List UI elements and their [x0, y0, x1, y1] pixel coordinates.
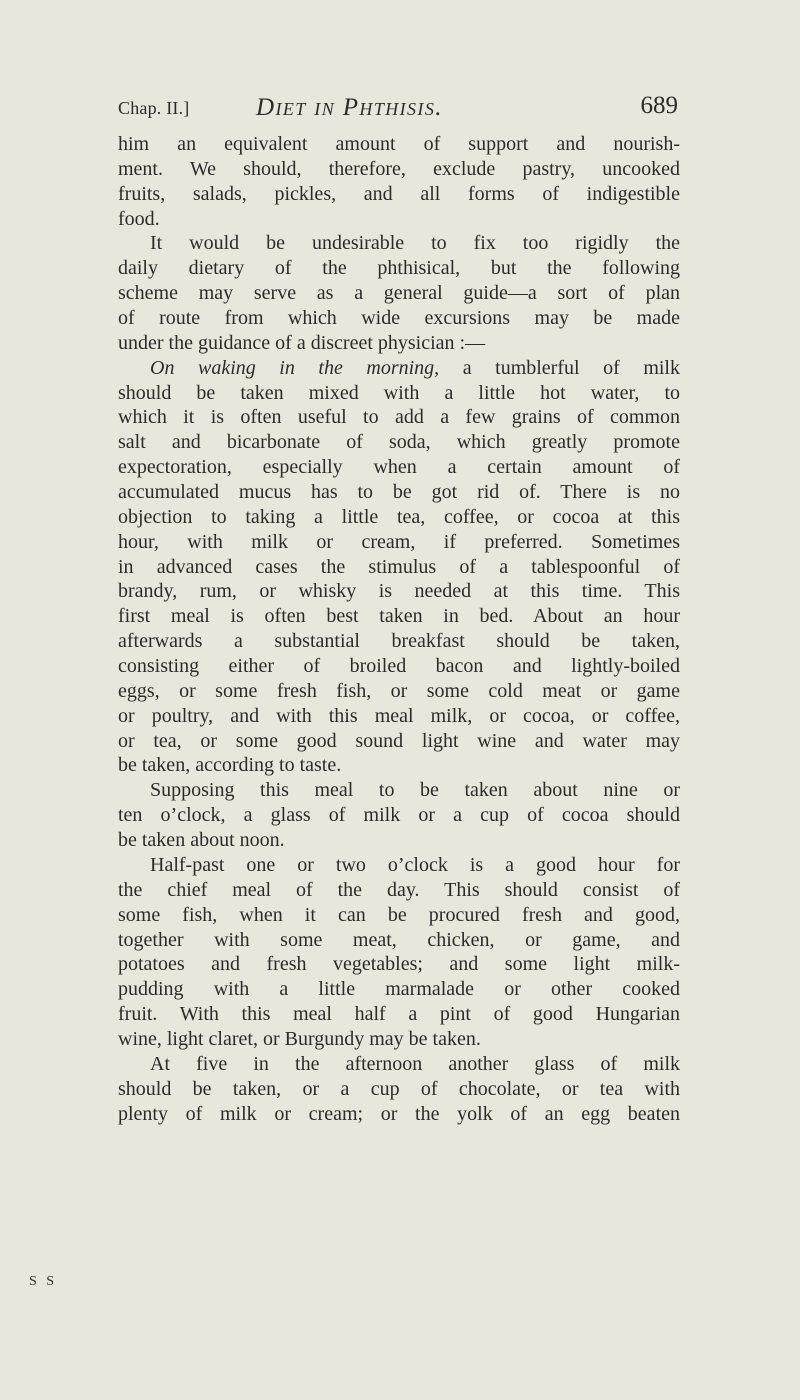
text-line: should be taken mixed with a little hot water, to: [118, 381, 680, 404]
text-line: objection to taking a little tea, coffee, or cocoa at this: [118, 505, 680, 528]
book-page: [118, 92, 680, 1342]
text-line: fruits, salads, pickles, and all forms of indigestible: [118, 182, 680, 205]
text-line: accumulated mucus has to be got rid of. There is no: [118, 481, 680, 504]
body-text: [118, 132, 680, 1126]
text-line: food.: [118, 207, 160, 230]
text-line: together with some meat, chicken, or game, and: [118, 928, 680, 951]
text-line: ten o’clock, a glass of milk or a cup of cocoa should: [118, 804, 680, 827]
text-line: afterwards a substantial breakfast should be taken,: [118, 630, 680, 653]
text-line: scheme may serve as a general guide—a sort of plan: [118, 282, 680, 305]
chapter-label: Chap. II.]: [118, 98, 190, 118]
text-line: salt and bicarbonate of soda, which greatly promote: [118, 431, 680, 454]
text-line: Supposing this meal to be taken about nine or: [150, 779, 680, 802]
running-title: Diet in Phthisis.: [256, 94, 443, 121]
text-line: be taken, according to taste.: [118, 754, 342, 777]
text-line: pudding with a little marmalade or other cooked: [118, 978, 680, 1001]
text-line: hour, with milk or cream, if preferred. Sometimes: [118, 530, 680, 553]
text-line: should be taken, or a cup of chocolate, or tea with: [118, 1077, 680, 1100]
text-line: of route from which wide excursions may be made: [118, 307, 680, 330]
text-line: It would be undesirable to fix too rigidly the: [150, 232, 680, 255]
text-line: Half-past one or two o’clock is a good hour for: [150, 853, 680, 876]
text-line: or poultry, and with this meal milk, or cocoa, or coffee,: [118, 704, 680, 727]
text-line: the chief meal of the day. This should consist of: [118, 878, 680, 901]
text-line: him an equivalent amount of support and nourish-: [118, 133, 680, 155]
text-line: brandy, rum, or whisky is needed at this time. This: [118, 580, 680, 603]
text-line: under the guidance of a discreet physician :—: [118, 331, 486, 354]
text-line: or tea, or some good sound light wine and water may: [118, 729, 680, 752]
page-header: [118, 92, 680, 132]
text-line: be taken about noon.: [118, 829, 285, 852]
text-line: some fish, when it can be procured fresh and good,: [118, 903, 680, 926]
text-line: consisting either of broiled bacon and lightly-boiled: [118, 655, 680, 678]
text-line: in advanced cases the stimulus of a tablespoonful of: [118, 555, 680, 578]
text-line: expectoration, especially when a certain amount of: [118, 456, 680, 479]
text-line: daily dietary of the phthisical, but the following: [118, 257, 680, 280]
text-line: [118, 356, 680, 381]
text-line: eggs, or some fresh fish, or some cold meat or game: [118, 679, 680, 702]
italic-phrase: On waking in the morning,: [150, 356, 440, 379]
text-line: wine, light claret, or Burgundy may be taken.: [118, 1027, 481, 1050]
signature-mark: S S: [29, 1274, 58, 1289]
text-line: first meal is often best taken in bed. About an hour: [118, 605, 680, 628]
text-run: a tumblerful of milk: [439, 356, 680, 379]
text-line: which it is often useful to add a few grains of common: [118, 406, 680, 429]
text-line: plenty of milk or cream; or the yolk of an egg beaten: [118, 1102, 680, 1125]
text-line: fruit. With this meal half a pint of good Hungarian: [118, 1003, 680, 1026]
page-number: 689: [640, 92, 678, 119]
text-line: At five in the afternoon another glass of milk: [150, 1052, 680, 1075]
text-line: potatoes and fresh vegetables; and some light milk-: [118, 953, 680, 976]
text-line: ment. We should, therefore, exclude pastry, uncooked: [118, 157, 680, 180]
